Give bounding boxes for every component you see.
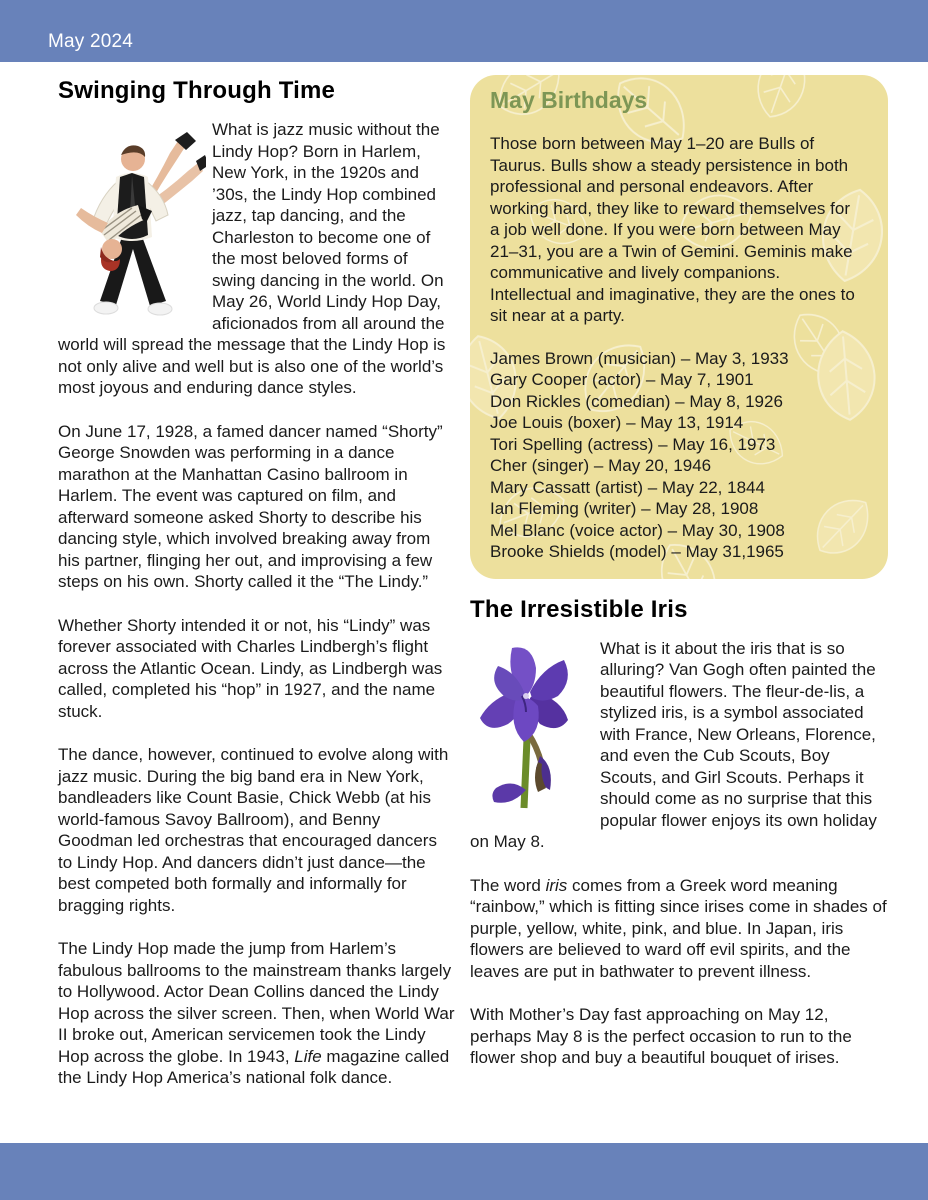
- birthday-item: Tori Spelling (actress) – May 16, 1973: [490, 434, 776, 454]
- lindy-paragraph-4: The dance, however, continued to evolve along with jazz music. During the big band era in New York, bandleaders like Count Basie, Chick Webb (at his world-famous Savoy Ballroom), and Benny Goodman led orchestras that encouraged dancers to Lindy Hop. And dancers didn’t just dance—the best competed both formally and informally for bragging rights.: [58, 745, 449, 915]
- birthday-list: [490, 348, 864, 563]
- birthday-item: Joe Louis (boxer) – May 13, 1914: [490, 413, 744, 432]
- may-birthdays-box: [470, 75, 888, 579]
- lindy-paragraph-2: On June 17, 1928, a famed dancer named “Shorty” George Snowden was performing in a dance marathon at the Manhattan Casino ballroom in Harlem. The event was captured on film, and afterward someone asked Shorty to describe his dancing style, which involved breaking away from his partner, flinging her out, and improvising a few steps on his own. Shorty called it the “The Lindy.”: [58, 421, 443, 591]
- life-magazine-italic: Life: [294, 1046, 322, 1066]
- birthday-item: Mel Blanc (voice actor) – May 30, 1908: [490, 520, 785, 540]
- lindy-paragraph-5: The Lindy Hop made the jump from Harlem’s fabulous ballrooms to the mainstream thanks largely to Hollywood. Actor Dean Collins danced the Lindy Hop across the silver screen. Then, when World War II broke out, American servicemen took the Lindy Hop across the globe. In 1943, Life magazine called the Lindy Hop America’s national folk dance.: [58, 939, 455, 1087]
- may-birthdays-title: May Birthdays: [490, 87, 648, 113]
- swing-dancers-photo: [54, 119, 206, 319]
- birthday-item: Brooke Shields (model) – May 31,1965: [490, 542, 784, 561]
- page-content: [0, 62, 928, 1111]
- left-column: [58, 62, 455, 1111]
- iris-word-italic: iris: [545, 875, 568, 895]
- lindy-article: [58, 119, 455, 1111]
- birthday-item: Don Rickles (comedian) – May 8, 1926: [490, 391, 783, 411]
- birthday-item: Cher (singer) – May 20, 1946: [490, 456, 712, 475]
- right-column: [470, 62, 888, 1111]
- lindy-paragraph-1: What is jazz music without the Lindy Hop? Born in Harlem, New York, in the 1920s and ’30s, the Lindy Hop combined jazz, tap dancing, and the Charleston to become one of the most beloved forms of swing dancing in the world. On May 26, World Lindy Hop Day, aficionados from all around the world will spread the message that the Lindy Hop is not only alive and well but is also one of the world’s most joyous and enduring dance styles.: [58, 120, 446, 397]
- iris-paragraph-3: With Mother’s Day fast approaching on May 12, perhaps May 8 is the perfect occasion to run to the flower shop and buy a beautiful bouquet of irises.: [470, 1005, 852, 1067]
- birthday-item: Mary Cassatt (artist) – May 22, 1844: [490, 477, 765, 497]
- header-banner: [0, 0, 928, 62]
- birthday-item: Gary Cooper (actor) – May 7, 1901: [490, 370, 754, 389]
- iris-paragraph-1: What is it about the iris that is so alluring? Van Gogh often painted the beautiful flowers. The fleur-de-lis, a stylized iris, is a symbol associated with France, New Orleans, Florence, and even the Cub Scouts, Boy Scouts, and Girl Scouts. Perhaps it should come as no surprise that this popular flower enjoys its own holiday on May 8.: [470, 638, 877, 851]
- purple-iris-photo: [468, 638, 592, 812]
- issue-date: May 2024: [48, 31, 134, 52]
- iris-article: [470, 638, 888, 1091]
- lindy-article-title: Swinging Through Time: [58, 77, 336, 104]
- iris-paragraph-2: The word iris comes from a Greek word meaning “rainbow,” which is fitting since irises come in shades of purple, yellow, white, pink, and blue. In Japan, iris flowers are believed to ward off evil spirits, and the leaves are put in bathwater to prevent illness.: [470, 875, 887, 981]
- lindy-paragraph-3: Whether Shorty intended it or not, his “Lindy” was forever associated with Charles Lindbergh’s flight across the Atlantic Ocean. Lindy, as Lindbergh was called, completed his “hop” in 1927, and the name stuck.: [58, 615, 443, 721]
- zodiac-intro-paragraph: Those born between May 1–20 are Bulls of Taurus. Bulls show a steady persistence in both professional and personal endeavors. After working hard, they like to reward themselves for a job well done. If you were born between May 21–31, you are a Twin of Gemini. Geminis make communicative and lively companions. Intellectual and imaginative, they are the ones to sit near at a party.: [490, 134, 855, 325]
- birthday-item: James Brown (musician) – May 3, 1933: [490, 348, 789, 368]
- may-birthdays-content: [490, 87, 864, 563]
- iris-article-title: The Irresistible Iris: [470, 595, 688, 623]
- footer-banner: [0, 1143, 928, 1200]
- birthday-item: Ian Fleming (writer) – May 28, 1908: [490, 499, 759, 518]
